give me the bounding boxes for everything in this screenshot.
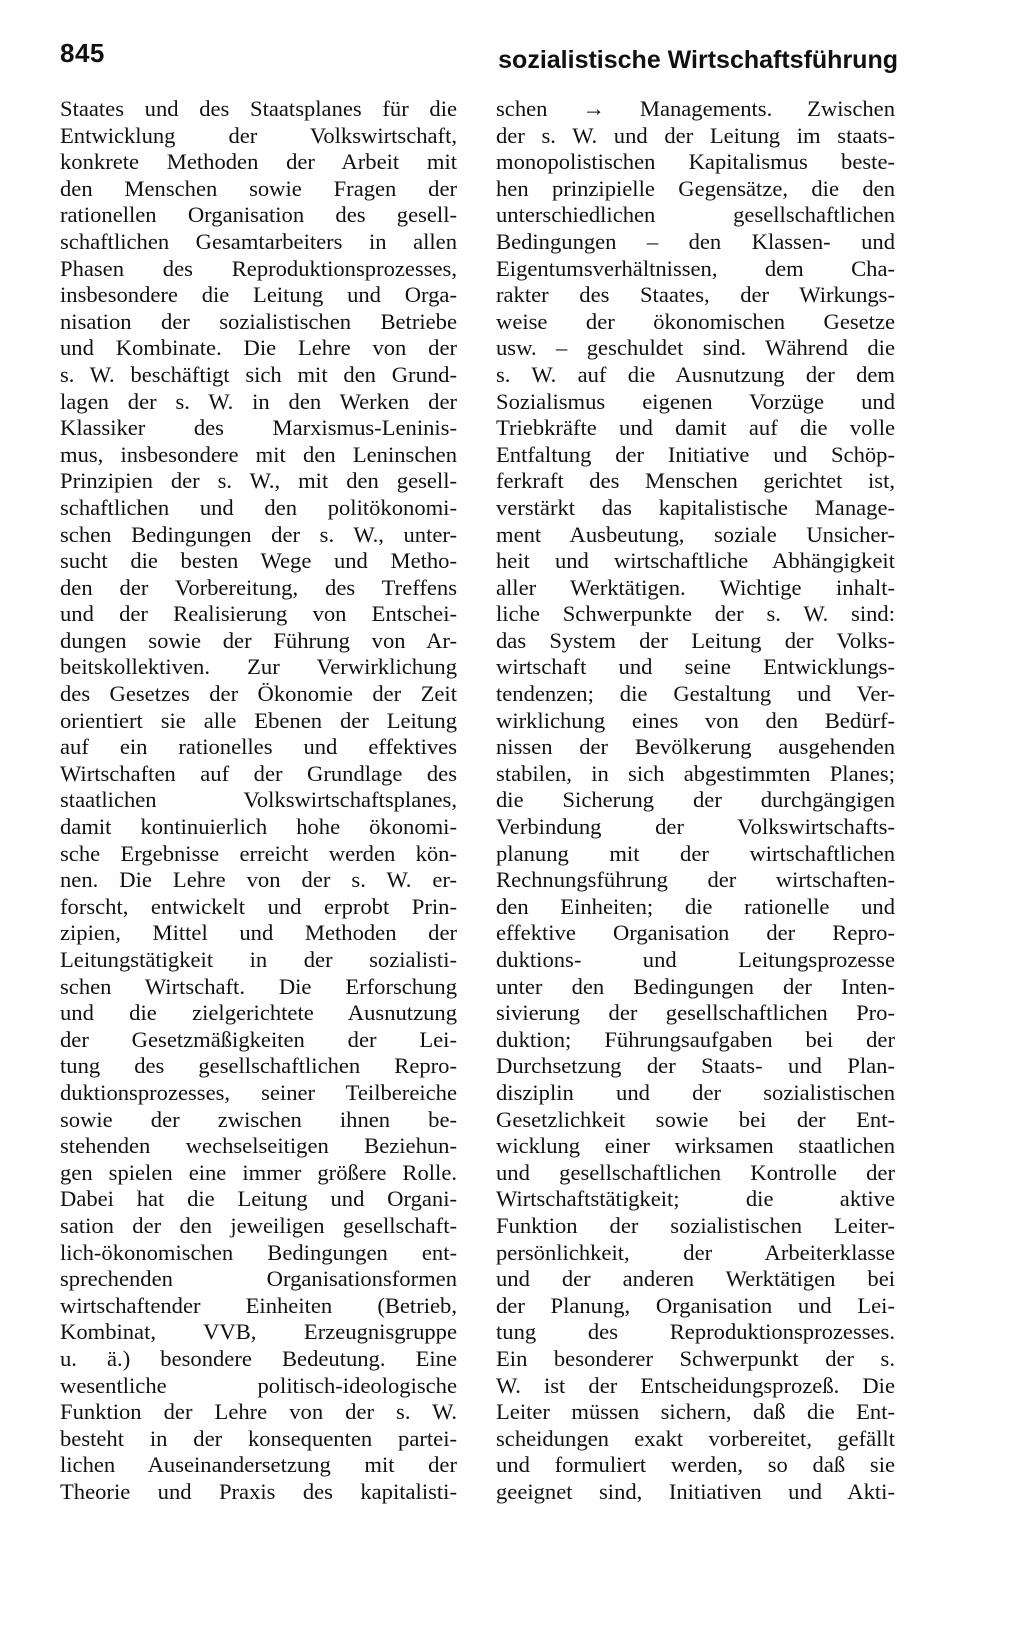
text-line: stabilen, in sich abgestimmten Planes;	[496, 760, 895, 786]
text-line: und gesellschaftlichen Kontrolle der	[496, 1159, 895, 1185]
text-line: duktions- und Leitungsprozesse	[496, 947, 895, 972]
text-line: persönlichkeit, der Arbeiterklasse	[496, 1239, 895, 1265]
text-line: aller Werktätigen. Wichtige inhalt-	[496, 574, 895, 600]
text-line: Ein besonderer Schwerpunkt der s.	[496, 1345, 895, 1371]
text-line: und der anderen Werktätigen bei	[496, 1266, 895, 1292]
page-number: 845	[60, 38, 105, 68]
text-line: mus, insbesondere mit den Leninschen	[60, 441, 457, 467]
text-line: tung des gesellschaftlichen Repro-	[60, 1053, 457, 1079]
text-line: lagen der s. W. in den Werken der	[60, 388, 457, 414]
text-line: Dabei hat die Leitung und Organi-	[60, 1186, 457, 1212]
text-line: nen. Die Lehre von der s. W. er-	[60, 867, 457, 893]
text-line: schen Bedingungen der s. W., unter-	[60, 521, 457, 547]
text-line: scheidungen exakt vorbereitet, gefällt	[496, 1425, 895, 1451]
text-line: heit und wirtschaftliche Abhängigkeit	[496, 548, 895, 574]
text-line: den der Vorbereitung, des Treffens	[60, 574, 457, 600]
text-line: insbesondere die Leitung und Orga-	[60, 282, 457, 308]
text-line: dungen sowie der Führung von Ar-	[60, 627, 457, 653]
text-line: sivierung der gesellschaftlichen Pro-	[496, 1000, 895, 1026]
text-line: effektive Organisation der Repro-	[496, 920, 895, 946]
text-line: der Gesetzmäßigkeiten der Lei-	[60, 1026, 457, 1052]
text-line: konkrete Methoden der Arbeit mit	[60, 149, 457, 175]
running-head: sozialistische Wirtschaftsführung	[498, 46, 898, 74]
text-line: tendenzen; die Gestaltung und Ver-	[496, 681, 895, 707]
text-line: Funktion der sozialistischen Leiter-	[496, 1212, 895, 1238]
text-line: unterschiedlichen gesellschaftlichen	[496, 202, 895, 228]
text-line: schaftlichen Gesamtarbeiters in allen	[60, 228, 457, 254]
text-line: u. ä.) besondere Bedeutung. Eine	[60, 1345, 457, 1371]
text-line: Theorie und Praxis des kapitalisti-	[60, 1478, 457, 1504]
text-line: wirtschaftender Einheiten (Betrieb,	[60, 1292, 457, 1318]
left-text-column	[60, 96, 457, 1505]
text-line: Wirtschaften auf der Grundlage des	[60, 760, 457, 786]
text-line: Triebkräfte und damit auf die volle	[496, 415, 895, 441]
text-line: ferkraft des Menschen gerichtet ist,	[496, 468, 895, 494]
text-line: Bedingungen – den Klassen- und	[496, 228, 895, 254]
text-line: hen prinzipielle Gegensätze, die den	[496, 175, 895, 201]
text-line: gen spielen eine immer größere Rolle.	[60, 1159, 457, 1185]
text-line: Leitungstätigkeit in der sozialisti-	[60, 947, 457, 972]
text-line: rationellen Organisation des gesell-	[60, 202, 457, 228]
text-line: Funktion der Lehre von der s. W.	[60, 1399, 457, 1425]
text-line: besteht in der konsequenten partei-	[60, 1425, 457, 1451]
text-line: der s. W. und der Leitung im staats-	[496, 122, 895, 148]
text-line: Wirtschaftstätigkeit; die aktive	[496, 1186, 895, 1212]
text-line: usw. – geschuldet sind. Während die	[496, 335, 895, 361]
text-line: Gesetzlichkeit sowie bei der Ent-	[496, 1106, 895, 1132]
text-line: wirklichung eines von den Bedürf-	[496, 707, 895, 733]
text-line: Leiter müssen sichern, daß die Ent-	[496, 1399, 895, 1425]
text-line: beitskollektiven. Zur Verwirklichung	[60, 654, 457, 680]
text-line: planung mit der wirtschaftlichen	[496, 840, 895, 866]
text-line: s. W. auf die Ausnutzung der dem	[496, 361, 895, 387]
text-line: geeignet sind, Initiativen und Akti-	[496, 1478, 895, 1504]
text-line: wesentliche politisch-ideologische	[60, 1372, 457, 1398]
text-line: disziplin und der sozialistischen	[496, 1079, 895, 1105]
text-line: duktion; Führungsaufgaben bei der	[496, 1026, 895, 1052]
text-line: sucht die besten Wege und Metho-	[60, 548, 457, 574]
text-line: Prinzipien der s. W., mit den gesell-	[60, 468, 457, 494]
text-line: nissen der Bevölkerung ausgehenden	[496, 734, 895, 760]
text-line: lichen Auseinandersetzung mit der	[60, 1452, 457, 1478]
text-line: liche Schwerpunkte der s. W. sind:	[496, 601, 895, 627]
text-line: der Planung, Organisation und Lei-	[496, 1292, 895, 1318]
text-line: auf ein rationelles und effektives	[60, 734, 457, 760]
text-line: Entwicklung der Volkswirtschaft,	[60, 122, 457, 148]
text-line: duktionsprozesses, seiner Teilbereiche	[60, 1079, 457, 1105]
text-line: des Gesetzes der Ökonomie der Zeit	[60, 681, 457, 707]
text-line: W. ist der Entscheidungsprozeß. Die	[496, 1372, 895, 1398]
text-line: damit kontinuierlich hohe ökonomi-	[60, 814, 457, 840]
text-line: s. W. beschäftigt sich mit den Grund-	[60, 361, 457, 387]
text-line: schen → Managements. Zwischen	[496, 96, 895, 121]
text-line: schen Wirtschaft. Die Erforschung	[60, 973, 457, 999]
text-line: orientiert sie alle Ebenen der Leitung	[60, 707, 457, 733]
text-line: Eigentumsverhältnissen, dem Cha-	[496, 255, 895, 281]
text-line: rakter des Staates, der Wirkungs-	[496, 282, 895, 308]
text-line: unter den Bedingungen der Inten-	[496, 973, 895, 999]
text-line: nisation der sozialistischen Betriebe	[60, 308, 457, 334]
text-line: Staates und des Staatsplanes für die	[60, 96, 457, 121]
text-line: und formuliert werden, so daß sie	[496, 1452, 895, 1478]
text-line: und Kombinate. Die Lehre von der	[60, 335, 457, 361]
text-line: lich-ökonomischen Bedingungen ent-	[60, 1239, 457, 1265]
text-line: Kombinat, VVB, Erzeugnisgruppe	[60, 1319, 457, 1345]
text-line: forscht, entwickelt und erprobt Prin-	[60, 893, 457, 919]
text-line: stehenden wechselseitigen Beziehun-	[60, 1133, 457, 1159]
text-line: Phasen des Reproduktionsprozesses,	[60, 255, 457, 281]
text-line: Sozialismus eigenen Vorzüge und	[496, 388, 895, 414]
text-line: weise der ökonomischen Gesetze	[496, 308, 895, 334]
text-line: Rechnungsführung der wirtschaften-	[496, 867, 895, 893]
text-line: die Sicherung der durchgängigen	[496, 787, 895, 813]
text-line: ment Ausbeutung, soziale Unsicher-	[496, 521, 895, 547]
text-line: sation der den jeweiligen gesellschaft-	[60, 1212, 457, 1238]
text-line: staatlichen Volkswirtschaftsplanes,	[60, 787, 457, 813]
text-line: Entfaltung der Initiative und Schöp-	[496, 441, 895, 467]
text-line: verstärkt das kapitalistische Manage-	[496, 494, 895, 520]
text-line: zipien, Mittel und Methoden der	[60, 920, 457, 946]
text-line: tung des Reproduktionsprozesses.	[496, 1319, 895, 1345]
text-line: wirtschaft und seine Entwicklungs-	[496, 654, 895, 680]
text-line: den Einheiten; die rationelle und	[496, 893, 895, 919]
text-line: und die zielgerichtete Ausnutzung	[60, 1000, 457, 1026]
text-line: und der Realisierung von Entschei-	[60, 601, 457, 627]
text-line: Klassiker des Marxismus-Leninis-	[60, 415, 457, 441]
text-line: monopolistischen Kapitalismus beste-	[496, 149, 895, 175]
text-line: Verbindung der Volkswirtschafts-	[496, 814, 895, 840]
text-line: sprechenden Organisationsformen	[60, 1266, 457, 1292]
text-line: schaftlichen und den politökonomi-	[60, 494, 457, 520]
text-line: wicklung einer wirksamen staatlichen	[496, 1133, 895, 1159]
text-line: sche Ergebnisse erreicht werden kön-	[60, 840, 457, 866]
text-line: Durchsetzung der Staats- und Plan-	[496, 1053, 895, 1079]
text-line: das System der Leitung der Volks-	[496, 627, 895, 653]
text-line: sowie der zwischen ihnen be-	[60, 1106, 457, 1132]
text-line: den Menschen sowie Fragen der	[60, 175, 457, 201]
right-text-column	[496, 96, 895, 1505]
